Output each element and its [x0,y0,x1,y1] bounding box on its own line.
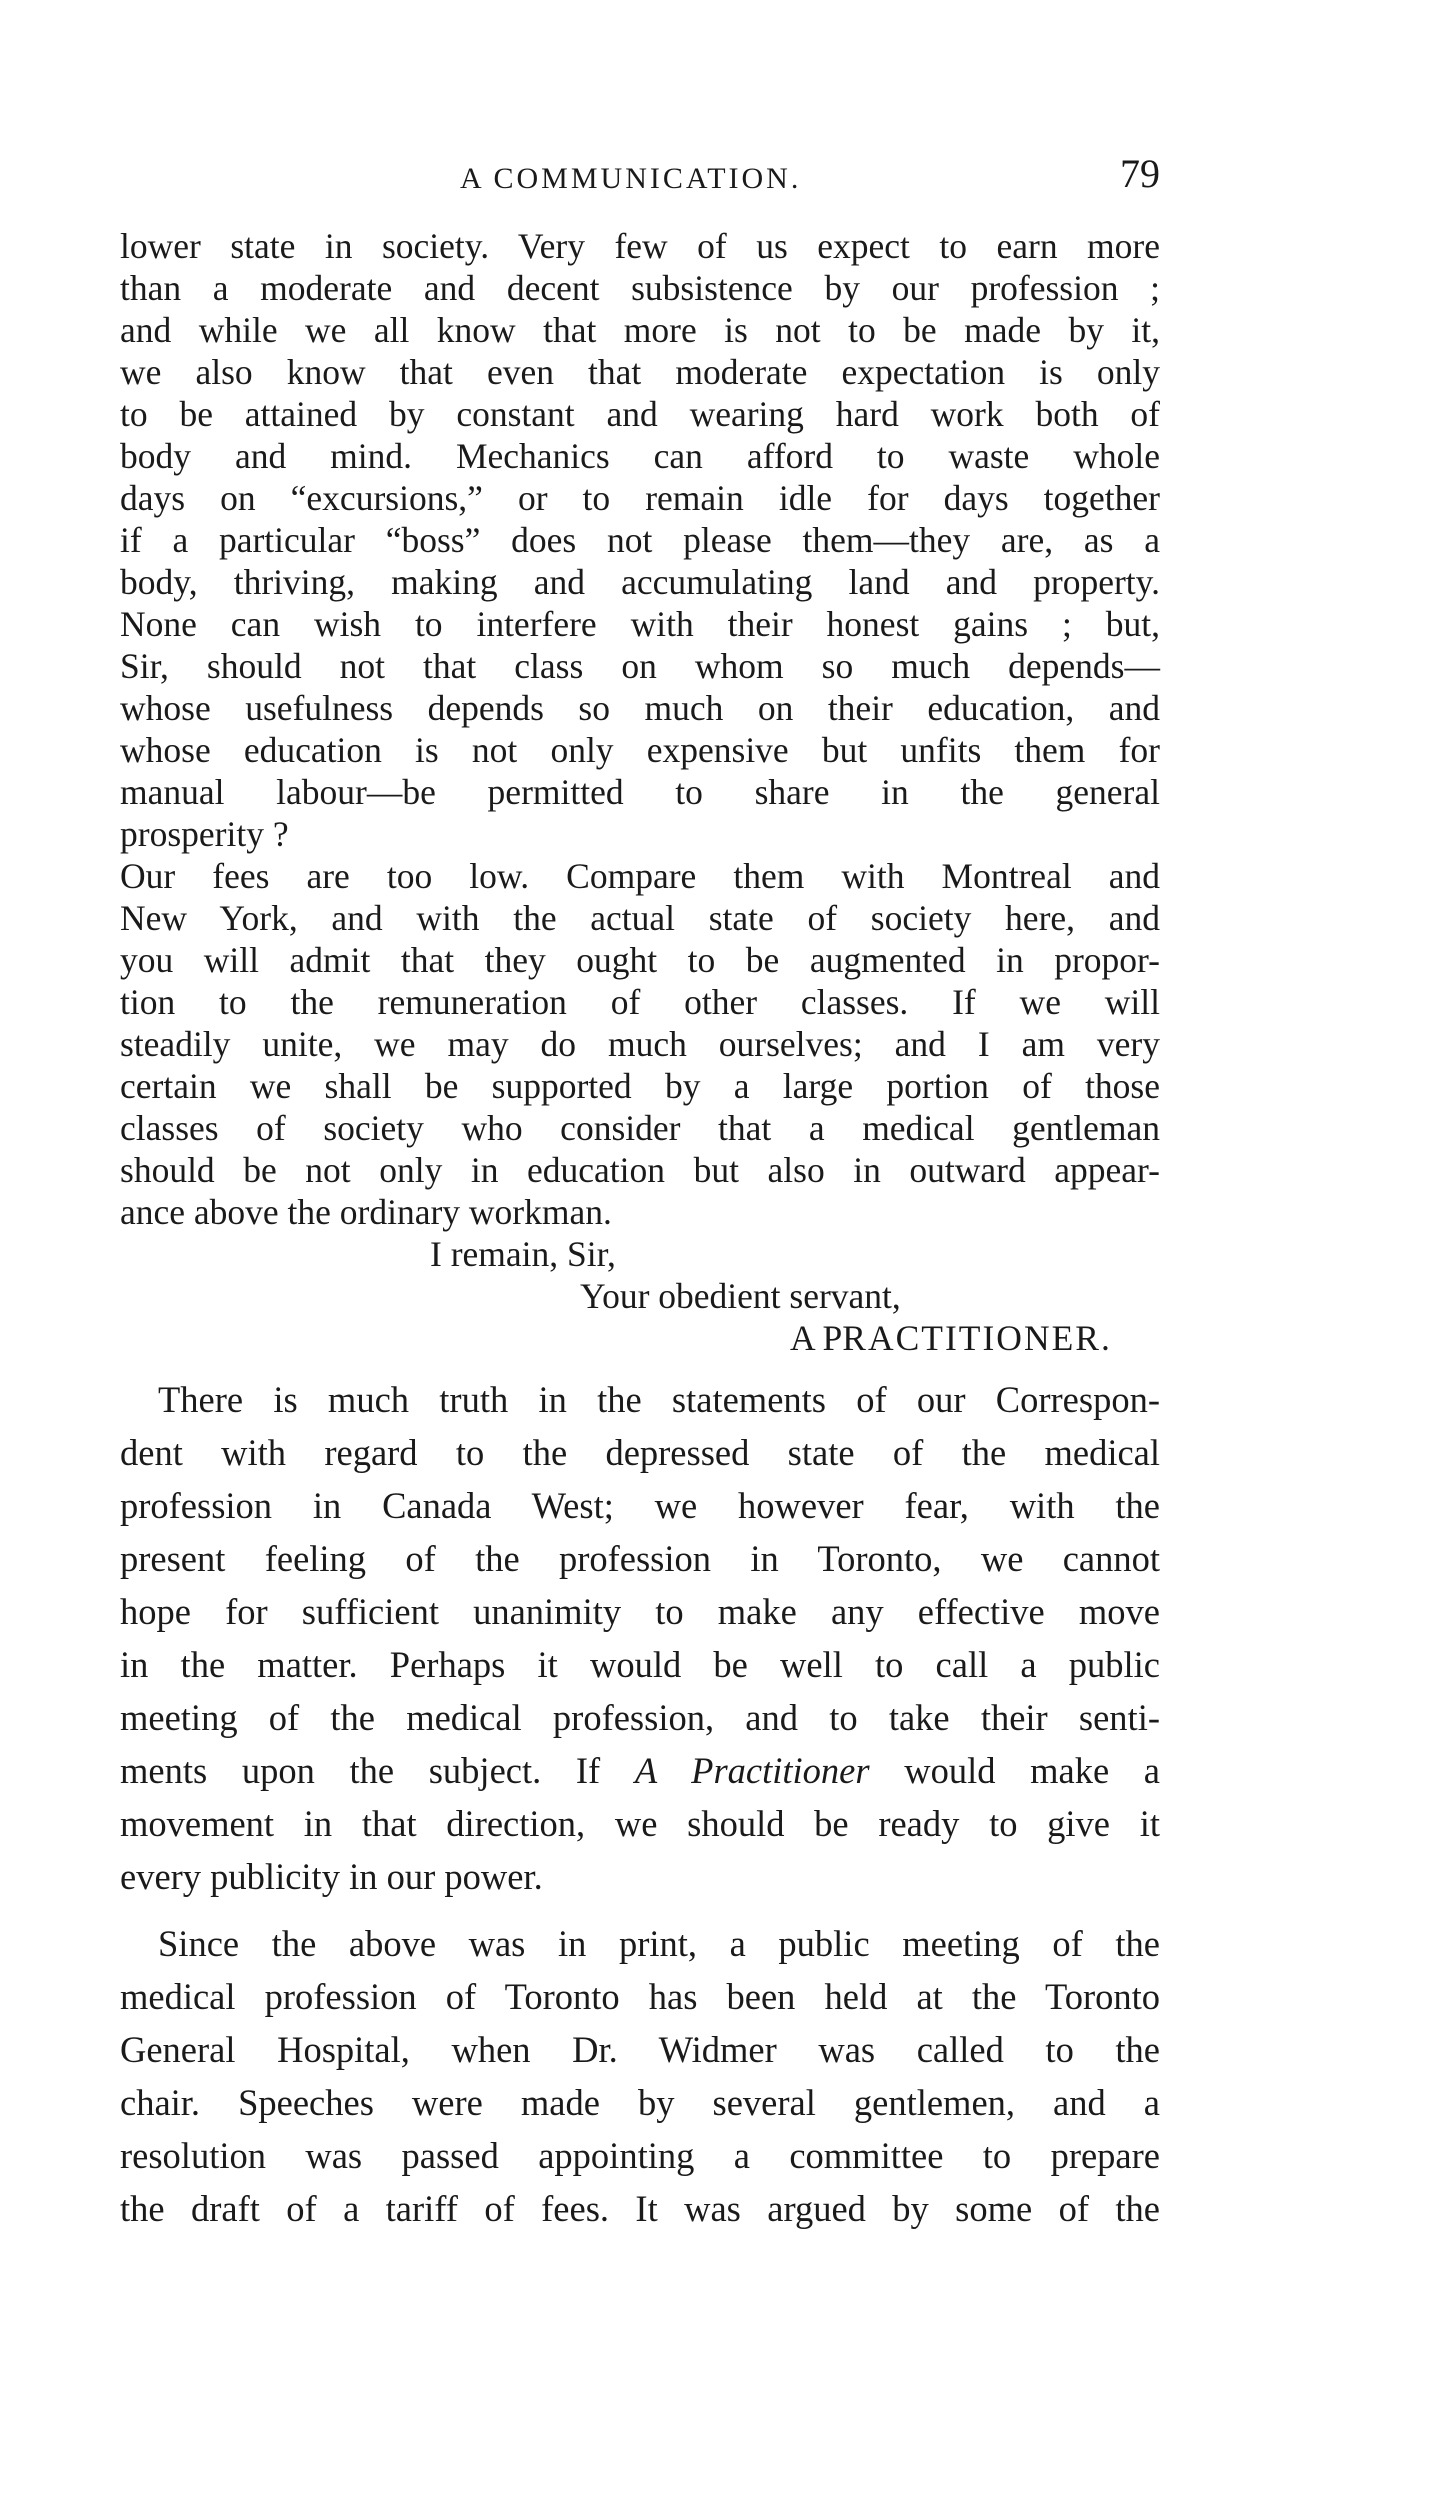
letter-line: manual labour—be permitted to share in the general [120,772,1160,812]
letter-line: you will admit that they ought to be augmented in propor- [120,940,1160,980]
letter-line: classes of society who consider that a medical gentleman [120,1108,1160,1148]
letter-body [120,225,1160,1359]
paragraph-gap [120,1903,1160,1917]
editorial-line [120,1744,1160,1797]
editorial-line: resolution was passed appointing a committee to prepare [120,2135,1160,2176]
letter-line: lower state in society. Very few of us expect to earn more [120,226,1160,266]
editorial-line: General Hospital, when Dr. Widmer was called to the [120,2029,1160,2070]
letter-line: than a moderate and decent subsistence by our profession ; [120,268,1160,308]
letter-line: whose usefulness depends so much on their education, and [120,688,1160,728]
page-number: 79 [1120,151,1160,196]
letter-line: steadily unite, we may do much ourselves; and I am very [120,1024,1160,1064]
editorial-line: every publicity in our power. [120,1856,543,1897]
editorial-line: hope for sufficient unanimity to make any effective move [120,1591,1160,1632]
editorial-line-start: ments upon the subject. [120,1750,542,1791]
editorial-line: present feeling of the profession in Toronto, we cannot [120,1538,1160,1579]
editorial-line: profession in Canada West; we however fear, with the [120,1485,1160,1526]
editorial-line: meeting of the medical profession, and to take their senti- [120,1697,1160,1738]
letter-line: Sir, should not that class on whom so much depends— [120,646,1160,686]
letter-closing-servant: Your obedient servant, [580,1276,901,1316]
letter-line: body and mind. Mechanics can afford to waste whole [120,436,1160,476]
editorial-line: There is much truth in the statements of our Correspon- [158,1379,1160,1420]
signature-initial: A P [790,1318,843,1358]
editorial-line-if: If [575,1750,635,1791]
editorial-note [120,1373,1160,2235]
letter-line: None can wish to interfere with their honest gains ; but, [120,604,1160,644]
signature-rest: RACTITIONER. [842,1318,1112,1358]
letter-line: if a particular “boss” does not please them—they are, as a [120,520,1160,560]
practitioner-italic: A Practitioner [634,1750,870,1791]
running-title: A COMMUNICATION. [460,162,802,195]
editorial-line: dent with regard to the depressed state of the medical [120,1432,1160,1473]
editorial-line: medical profession of Toronto has been held at the Toronto [120,1976,1160,2017]
editorial-line: the draft of a tariff of fees. It was argued by some of the [120,2188,1160,2229]
letter-line: to be attained by constant and wearing hard work both of [120,394,1160,434]
editorial-line: movement in that direction, we should be ready to give it [120,1803,1160,1844]
letter-signature [120,1317,1160,1359]
letter-line: prosperity ? [120,814,289,854]
editorial-line: Since the above was in print, a public meeting of the [158,1923,1160,1964]
letter-line: ance above the ordinary workman. [120,1192,612,1232]
letter-line: body, thriving, making and accumulating land and property. [120,562,1160,602]
editorial-line-end: would make a [869,1750,1160,1791]
editorial-line: in the matter. Perhaps it would be well to call a public [120,1644,1160,1685]
letter-line: tion to the remuneration of other classes. If we will [120,982,1160,1022]
letter-line: certain we shall be supported by a large portion of those [120,1066,1160,1106]
editorial-line: chair. Speeches were made by several gentlemen, and a [120,2082,1160,2123]
letter-line: should be not only in education but also in outward appear- [120,1150,1160,1190]
letter-line: whose education is not only expensive but unfits them for [120,730,1160,770]
letter-line: and while we all know that more is not to be made by it, [120,310,1160,350]
letter-closing: I remain, Sir, [430,1234,616,1274]
letter-line: Our fees are too low. Compare them with Montreal and [120,856,1160,896]
letter-line: we also know that even that moderate expectation is only [120,352,1160,392]
letter-line: New York, and with the actual state of society here, and [120,898,1160,938]
letter-line: days on “excursions,” or to remain idle for days together [120,478,1160,518]
running-head [120,150,1160,210]
